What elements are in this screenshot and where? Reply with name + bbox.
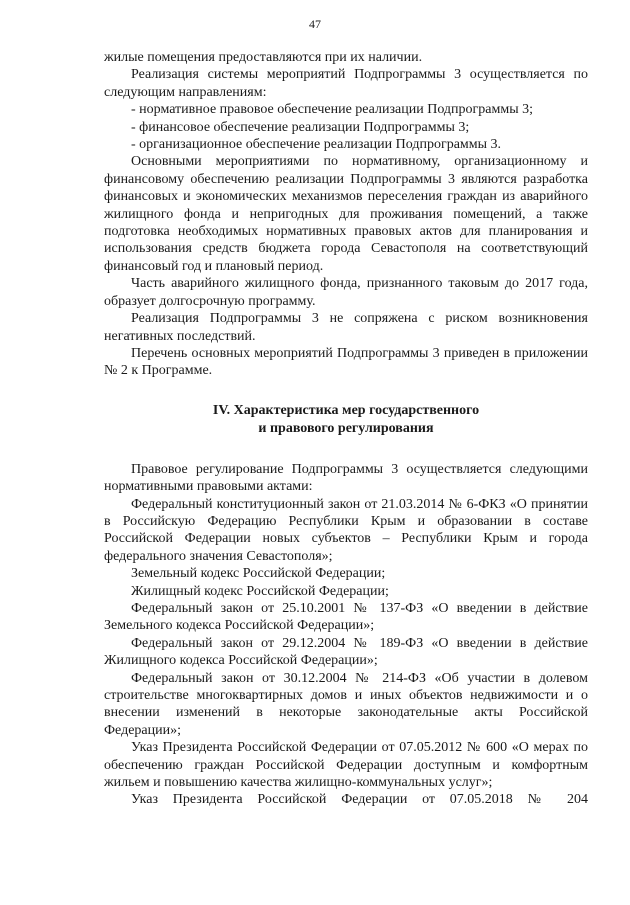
paragraph: Часть аварийного жилищного фонда, признанного таковым до 2017 года, образует долгосрочную программу.	[104, 276, 588, 309]
document-body	[104, 49, 588, 809]
paragraph: Жилищный кодекс Российской Федерации;	[131, 583, 389, 599]
paragraph: Указ Президента Российской Федерации от 07.05.2018 № 204	[131, 792, 588, 808]
paragraph: - организационное обеспечение реализации Подпрограммы 3.	[131, 137, 502, 153]
paragraph: Федеральный закон от 25.10.2001 № 137-ФЗ «О введении в действие Земельного кодекса Российской Федерации»;	[104, 600, 588, 634]
paragraph: Реализация Подпрограммы 3 не сопряжена с риском возникновения негативных последствий.	[104, 311, 588, 344]
section-heading	[104, 402, 588, 438]
paragraph: Федеральный конституционный закон от 21.03.2014 № 6-ФКЗ «О принятии в Российскую Федерацию Республики Крым и образовании в составе Российской Федерации новых субъектов – Республики Крым и города федерального значения Севастополя»;	[104, 496, 588, 564]
paragraph: Перечень основных мероприятий Подпрограммы 3 приведен в приложении № 2 к Программе.	[104, 345, 588, 379]
page-number: 47	[309, 17, 321, 31]
paragraph: Федеральный закон от 30.12.2004 № 214-ФЗ «Об участии в долевом строительстве многоквартирных домов и иных объектов недвижимости и о внесении изменений в некоторые законодательные акты Российской Федерации»;	[104, 670, 588, 738]
paragraph: Земельный кодекс Российской Федерации;	[131, 566, 386, 582]
heading-line-2: и правового регулирования	[258, 420, 434, 436]
paragraph: Основными мероприятиями по нормативному, организационному и финансовому обеспечению реализации Подпрограммы 3 являются разработка финансовых и экономических механизмов переселения граждан из аварийного жилищного фонда и непригодных для проживания помещений, а также подготовка необходимых нормативных правовых актов для планирования и использования средств бюджета города Севастополя на соответствующий финансовый год и плановый период.	[104, 154, 588, 274]
paragraph: Реализация системы мероприятий Подпрограммы 3 осуществляется по следующим направлениям:	[104, 67, 588, 100]
heading-line-1: IV. Характеристика мер государственного	[212, 402, 480, 418]
paragraph: - нормативное правовое обеспечение реализации Подпрограммы 3;	[131, 102, 534, 118]
paragraph: Указ Президента Российской Федерации от 07.05.2012 № 600 «О мерах по обеспечению граждан Российской Федерации доступным и комфортным жильем и повышению качества жилищно-коммунальных услуг»;	[104, 740, 588, 791]
section-implementation	[104, 49, 588, 380]
paragraph: Федеральный закон от 29.12.2004 № 189-ФЗ «О введении в действие Жилищного кодекса Российской Федерации»;	[104, 635, 588, 669]
section-legal-acts	[104, 461, 588, 809]
paragraph: - финансовое обеспечение реализации Подпрограммы 3;	[131, 119, 470, 135]
paragraph: жилые помещения предоставляются при их наличии.	[104, 50, 423, 65]
paragraph: Правовое регулирование Подпрограммы 3 осуществляется следующими нормативными правовыми актами:	[104, 461, 588, 495]
